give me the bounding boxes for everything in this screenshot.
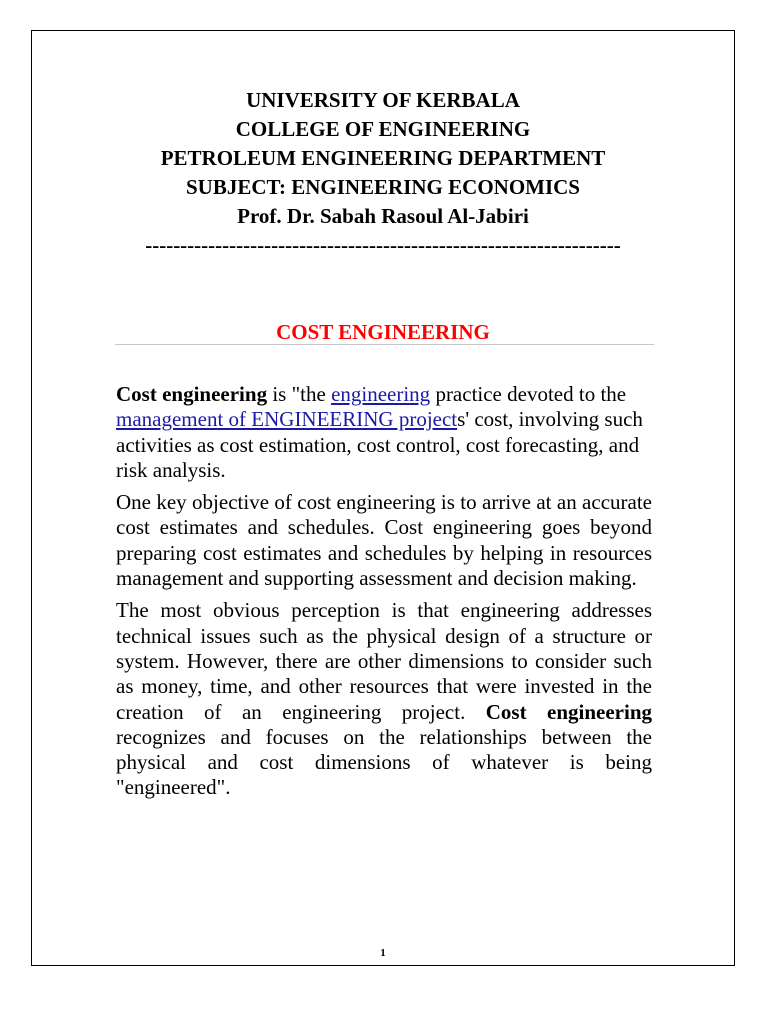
paragraph-objective: One key objective of cost engineering is to arrive at an accurate cost estimates and schedules. Cost engineering goes beyond preparing cost estimates and schedules by helping in resources management and supporting assessment and decision making.: [116, 490, 652, 591]
paragraph-text: The most obvious perception is that engineering addresses technical issues such as the physical design of a structure or system. However, there are other dimensions to consider such as money, time, and other resources that were invested in the creation of an engineering project.: [116, 598, 652, 724]
university-name: UNIVERSITY OF KERBALA: [246, 88, 520, 112]
subject-line: SUBJECT: ENGINEERING ECONOMICS: [185, 175, 580, 199]
body-text: [116, 382, 652, 808]
engineering-link[interactable]: engineering: [331, 382, 431, 406]
page-number: 1: [380, 947, 386, 959]
college-name: COLLEGE OF ENGINEERING: [235, 117, 531, 141]
paragraph-text: s' cost, involving such activities as cost estimation, cost control, cost forecasting, and risk analysis.: [116, 407, 643, 482]
paragraph-text: is "the: [267, 382, 332, 406]
term-cost-engineering: Cost engineering: [116, 382, 268, 406]
author-name: Prof. Dr. Sabah Rasoul Al-Jabiri: [237, 204, 529, 228]
title-underline-rule: [115, 344, 654, 345]
paragraph-definition: [116, 382, 652, 483]
term-cost-engineering: Cost engineering: [485, 699, 652, 724]
project-management-link[interactable]: management of ENGINEERING project: [116, 407, 458, 432]
paragraph-perception: [116, 598, 652, 800]
dashed-divider: --------------------------------------------------------------------: [145, 233, 621, 257]
section-title: COST ENGINEERING: [276, 320, 490, 344]
department-name: PETROLEUM ENGINEERING DEPARTMENT: [160, 146, 606, 170]
paragraph-text: practice devoted to the: [430, 382, 627, 406]
document-header: [31, 86, 735, 260]
paragraph-text: recognizes and focuses on the relationships between the physical and cost dimensions of whatever is being "engineered".: [116, 724, 652, 800]
